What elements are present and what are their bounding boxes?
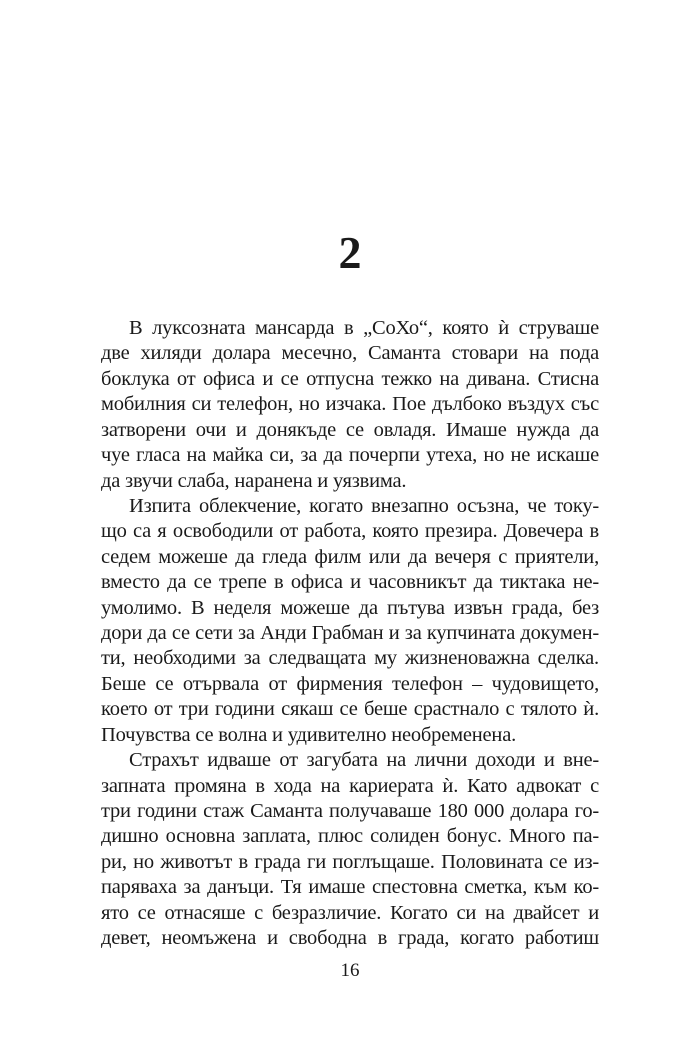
text-line: Беше се отървала от фирмения телефон – чудовището, (101, 672, 599, 695)
text-line: Изпита облекчение, когато внезапно осъзна, че току- (129, 494, 599, 517)
text-line: запната промяна в хода на кариерата ѝ. Като адвокат с (101, 774, 599, 797)
chapter-number: 2 (338, 227, 362, 278)
text-line: чуе гласа на майка си, за да почерпи утеха, но не искаше (101, 444, 599, 467)
text-line: затворени очи и донякъде се овладя. Имаше нужда да (101, 418, 599, 441)
text-line: дишно основна заплата, плюс солиден бонус. Много па- (101, 825, 599, 848)
text-line: В луксозната мансарда в „СоХо“, която ѝ струваше (129, 317, 599, 339)
text-line: вместо да се трепе в офиса и часовникът да тиктака не- (101, 571, 599, 594)
text-line: боклука от офиса и се отпусна тежко на дивана. Стисна (101, 367, 599, 390)
text-line: седем можеше да гледа филм или да вечеря с приятели, (101, 545, 599, 568)
text-line: ри, но животът в града ги поглъщаше. Половината се из- (101, 850, 599, 873)
text-line: две хиляди долара месечно, Саманта стовари на пода (101, 342, 599, 365)
text-line: Почувства се волна и удивително необременена. (101, 723, 517, 746)
text-line: умолимо. В неделя можеше да пътува извън града, без (101, 596, 599, 619)
text-line: три години стаж Саманта получаваше 180 000 долара го- (101, 799, 599, 822)
text-line: Страхът идваше от загубата на лични доходи и вне- (129, 749, 599, 772)
text-line: мобилния си телефон, но изчака. Пое дълбоко въздух със (101, 393, 599, 416)
text-line: дори да се сети за Анди Грабман и за купчината докумен- (101, 622, 599, 644)
text-line: ято се отнасяше с безразличие. Когато си на двайсет и (101, 901, 599, 924)
page-number: 16 (340, 960, 360, 981)
text-line: що са я освободили от работа, която презира. Довечера в (101, 520, 599, 543)
text-line: паряваха за данъци. Тя имаше спестовна сметка, към ко- (101, 876, 599, 899)
text-line: да звучи слаба, наранена и уязвима. (101, 469, 407, 492)
text-line: което от три години сякаш се беше срастнало с тялото ѝ. (101, 698, 599, 721)
text-line: ти, необходими за следващата му жизненоважна сделка. (101, 647, 599, 670)
text-line: девет, неомъжена и свободна в града, когато работиш (101, 927, 599, 949)
